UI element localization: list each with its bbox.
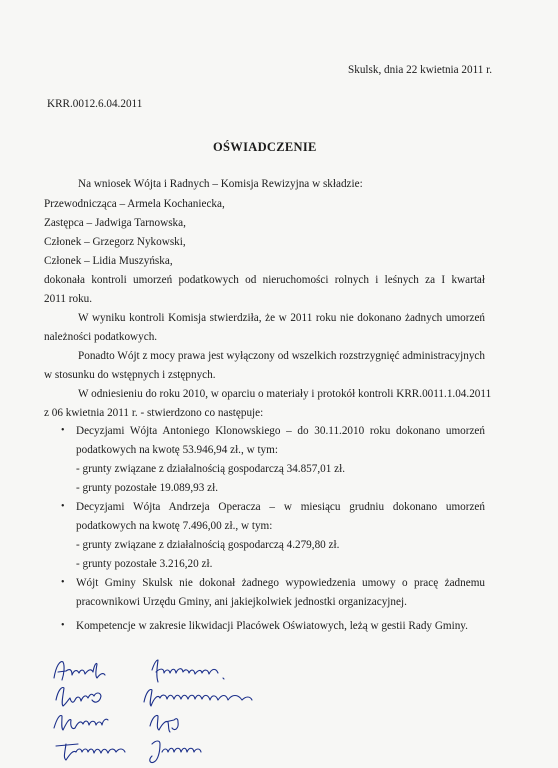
bullet-3-line-1: Wójt Gminy Skulsk nie dokonał żadnego wypowiedzenia umowy o pracę żadnemu: [76, 577, 485, 589]
bullet-4-line-1: Kompetencje w zakresie likwidacji Placówek Oświatowych, leżą w gestii Rady Gminy.: [76, 620, 468, 632]
paragraph-1-line-2: 2011 roku.: [44, 293, 93, 305]
bullet-2-line-3: - grunty związane z działalnością gospodarczą 4.279,80 zł.: [76, 539, 340, 551]
paragraph-4-line-1: W odniesieniu do roku 2010, w oparciu o materiały i protokół kontroli KRR.0011.1.04.2011: [78, 388, 492, 400]
bullet-1-line-3: - grunty związane z działalnością gospodarczą 34.857,01 zł.: [76, 463, 346, 475]
paragraph-3-line-2: w stosunku do wstępnych i zstępnych.: [44, 369, 216, 381]
bullet-1-line-4: - grunty pozostałe 19.089,93 zł.: [76, 482, 218, 494]
bullet-marker: •: [61, 577, 65, 588]
bullet-3-line-2: pracownikowi Urzędu Gminy, ani jakiejkolwiek jednostki organizacyjnej.: [76, 596, 407, 608]
bullet-marker: •: [61, 501, 65, 512]
intro-line: Na wniosek Wójta i Radnych – Komisja Rewizyjna w składzie:: [78, 178, 363, 190]
member-1: Członek – Grzegorz Nykowski,: [44, 236, 186, 248]
place-date: Skulsk, dnia 22 kwietnia 2011 r.: [348, 64, 493, 76]
paragraph-2-line-2: należności podatkowych.: [44, 331, 158, 343]
paragraph-4-line-2: z 06 kwietnia 2011 r. - stwierdzono co następuje:: [44, 407, 264, 419]
member-chair: Przewodnicząca – Armela Kochaniecka,: [44, 198, 225, 210]
bullet-2-line-1: Decyzjami Wójta Andrzeja Operacza – w miesiącu grudniu dokonano umorzeń: [76, 501, 485, 513]
member-deputy: Zastępca – Jadwiga Tarnowska,: [44, 217, 186, 229]
bullet-marker: •: [61, 425, 65, 436]
document-title: OŚWIADCZENIE: [213, 140, 317, 154]
paragraph-2-line-1: W wyniku kontroli Komisja stwierdziła, że w 2011 roku nie dokonano żadnych umorzeń: [78, 312, 485, 324]
bullet-1-line-2: podatkowych na kwotę 53.946,94 zł., w tym:: [76, 444, 278, 456]
paragraph-1-line-1: dokonała kontroli umorzeń podatkowych od nieruchomości rolnych i leśnych za I kwartał: [44, 274, 485, 286]
bullet-2-line-2: podatkowych na kwotę 7.496,00 zł., w tym:: [76, 520, 273, 532]
bullet-marker: •: [61, 620, 65, 631]
bullet-2-line-4: - grunty pozostałe 3.216,20 zł.: [76, 558, 213, 570]
bullet-1-line-1: Decyzjami Wójta Antoniego Klonowskiego – do 30.11.2010 roku dokonano umorzeń: [76, 425, 485, 437]
handwritten-signatures: [48, 648, 288, 766]
paragraph-3-line-1: Ponadto Wójt z mocy prawa jest wyłączony od wszelkich rozstrzygnięć administracyjnych: [78, 350, 485, 362]
member-2: Członek – Lidia Muszyńska,: [44, 255, 173, 267]
reference-number: KRR.0012.6.04.2011: [47, 98, 143, 110]
